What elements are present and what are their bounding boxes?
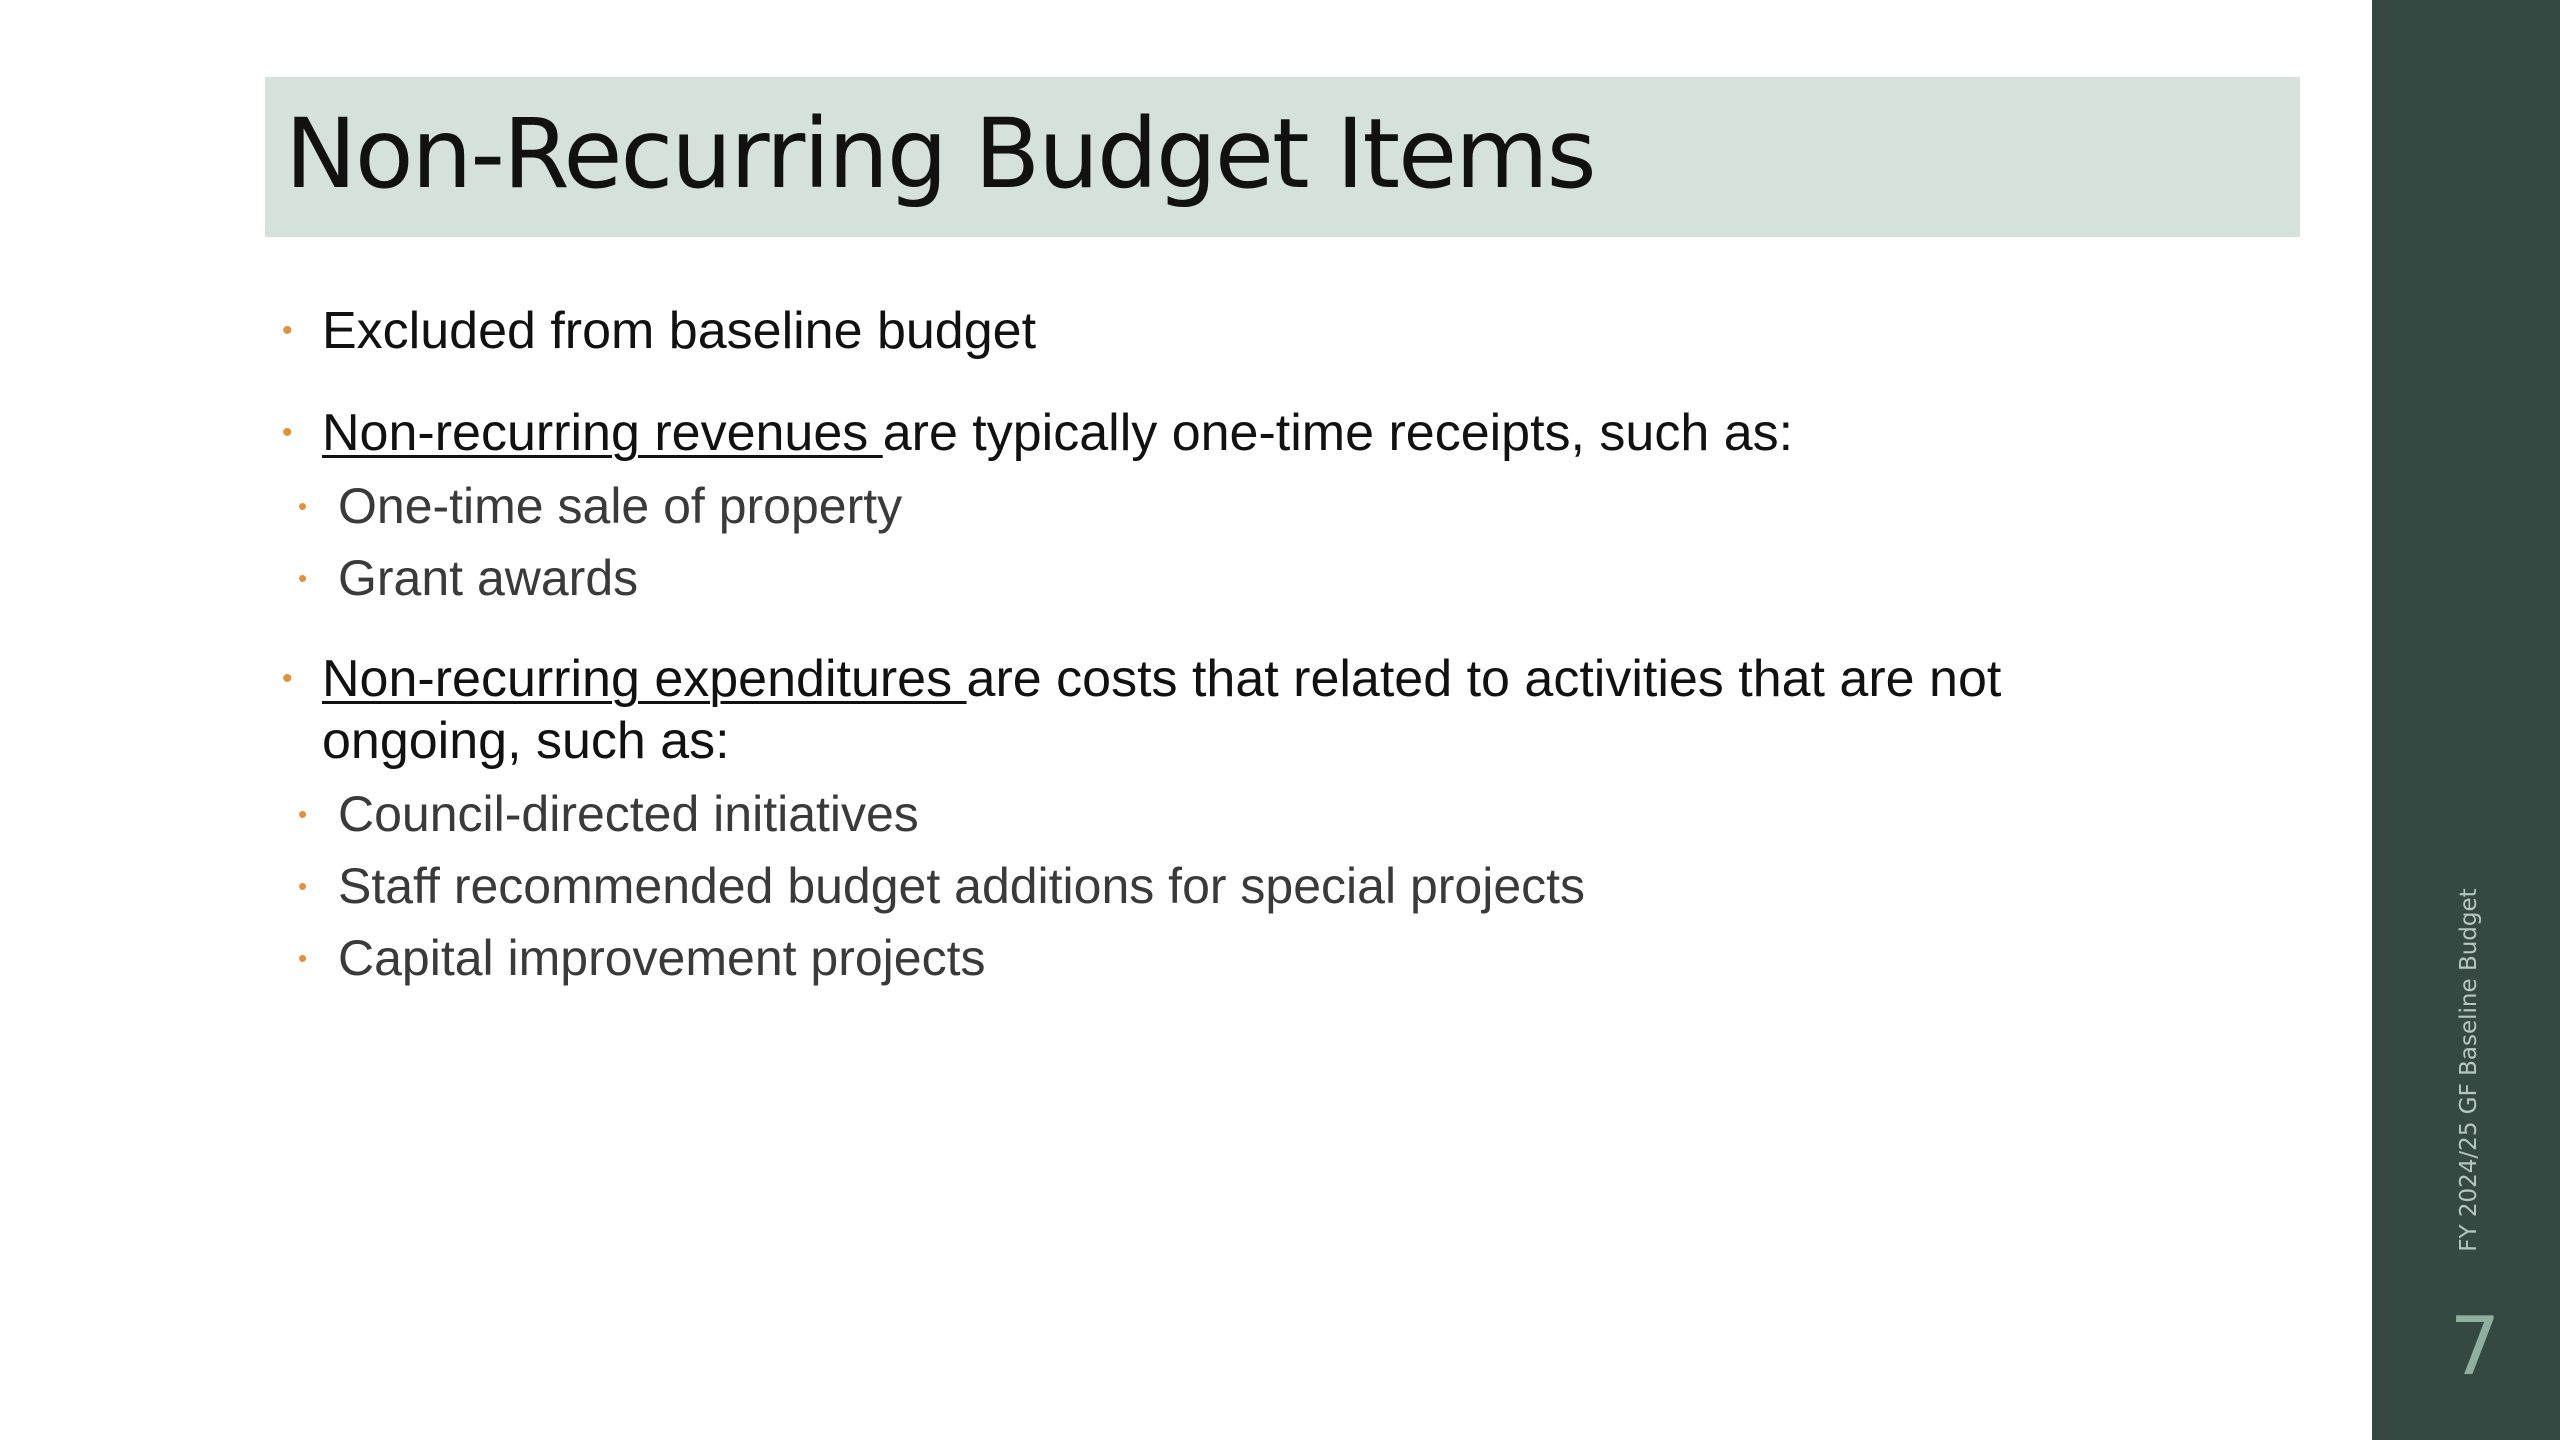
sub-bullet-text: Council-directed initiatives: [338, 786, 919, 842]
sub-bullet-text: Staff recommended budget additions for special projects: [338, 858, 1586, 914]
bullet-dot-icon: •: [298, 563, 308, 593]
sub-bullet-property-sale: [238, 476, 2020, 536]
title-band: [265, 77, 2300, 237]
sub-bullet-text: Capital improvement projects: [338, 930, 986, 986]
sub-bullet-staff-additions: [238, 856, 2020, 916]
bullet-excluded: [280, 300, 2020, 362]
term-non-recurring-expenditures: Non-recurring expenditures: [322, 650, 967, 708]
bullet-dot-icon: •: [282, 416, 293, 449]
sub-bullet-text: One-time sale of property: [338, 478, 903, 534]
sub-bullet-grant-awards: [238, 548, 2020, 608]
bullet-text: are costs that related to activities that are not ongoing, such as:: [322, 650, 2002, 770]
page-number: 7: [2449, 1300, 2501, 1393]
bullet-text: Excluded from baseline budget: [322, 302, 1037, 360]
footer-text: FY 2024/25 GF Baseline Budget: [2456, 888, 2482, 1252]
bullet-text: are typically one-time receipts, such as:: [882, 404, 1794, 462]
bullet-dot-icon: •: [282, 662, 293, 695]
bullet-dot-icon: •: [298, 491, 308, 521]
bullet-expenditures: [280, 648, 2020, 772]
bullet-dot-icon: •: [282, 314, 293, 347]
term-non-recurring-revenues: Non-recurring revenues: [322, 404, 883, 462]
sub-bullet-text: Grant awards: [338, 550, 639, 606]
sub-bullet-council-initiatives: [238, 784, 2020, 844]
bullet-dot-icon: •: [298, 799, 308, 829]
sub-bullet-capital-projects: [238, 928, 2020, 988]
slide-content: [280, 300, 2020, 988]
slide-title: Non-Recurring Budget Items: [285, 98, 1595, 210]
bullet-revenues: [280, 402, 2020, 464]
bullet-dot-icon: •: [298, 871, 308, 901]
bullet-dot-icon: •: [298, 943, 308, 973]
